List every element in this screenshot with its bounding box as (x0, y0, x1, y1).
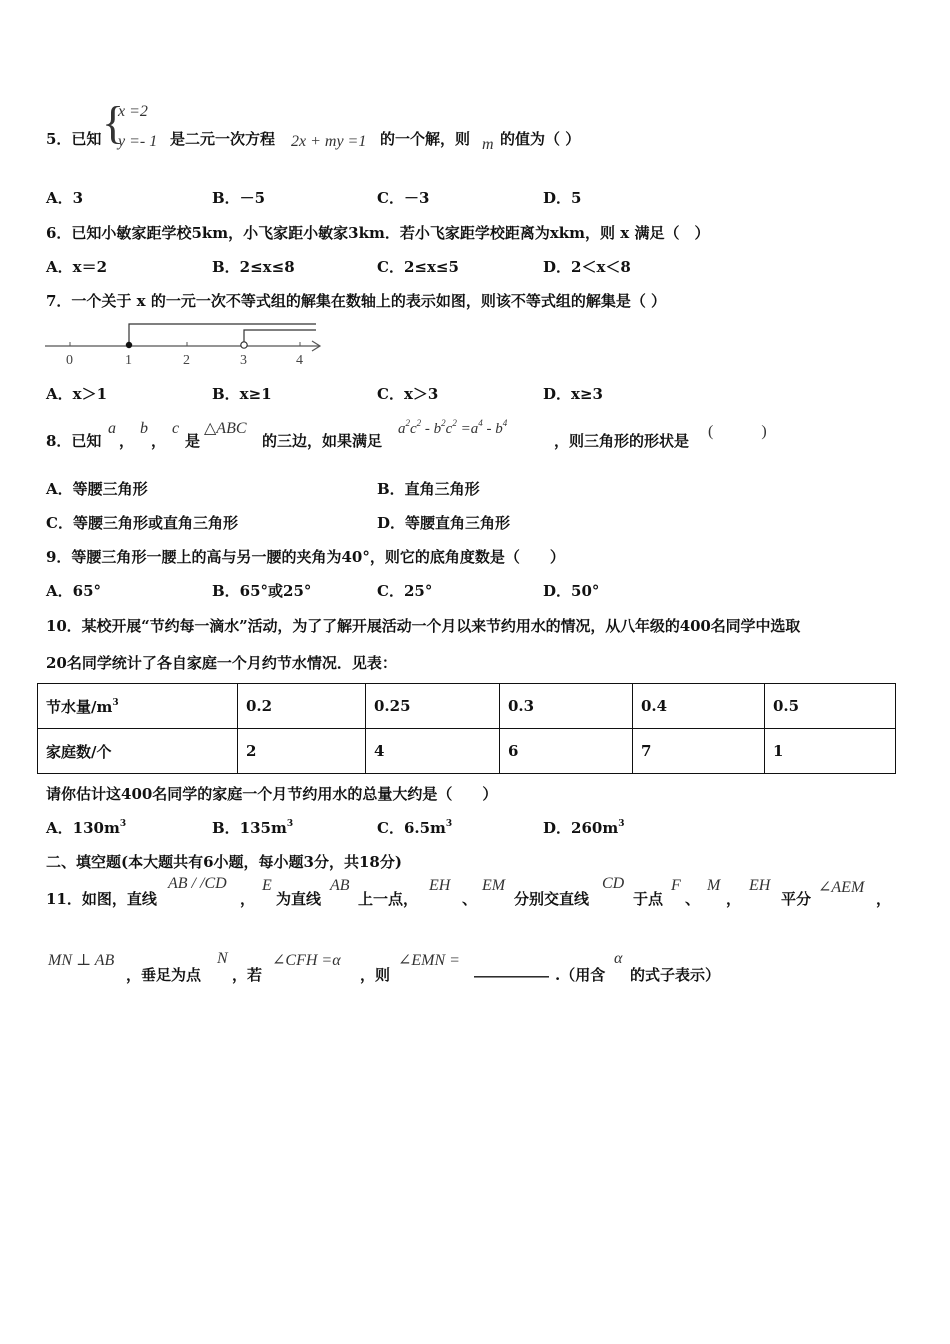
q5-mid2: 的一个解，则 (380, 130, 471, 148)
q8-sep-2: ， (151, 432, 167, 450)
q11-t5: 平分 (781, 890, 812, 908)
q8-option-b[interactable]: B．直角三角形 (377, 480, 480, 498)
q7-option-b[interactable]: B．x≥1 (212, 385, 272, 403)
q8-var-c: c (172, 420, 180, 437)
open-point-3 (241, 342, 247, 348)
q7-option-d[interactable]: D．x≥3 (543, 385, 603, 403)
table-cell: 0.2 (238, 684, 366, 729)
q11-t4: 于点 (633, 890, 664, 908)
number-line-figure (40, 318, 330, 370)
solution-ray-x-ge-1 (129, 324, 316, 345)
q8-option-a[interactable]: A．等腰三角形 (46, 480, 148, 498)
q9-text: 9．等腰三角形一腰上的高与另一腰的夹角为40°，则它的底角度数是（ ） (46, 548, 565, 566)
q11-point-m: M (707, 877, 721, 894)
q11-point-f: F (671, 877, 681, 894)
q7-text: 7．一个关于 x 的一元一次不等式组的解集在数轴上的表示如图，则该不等式组的解集是（ ） (46, 292, 667, 310)
q8-option-c[interactable]: C．等腰三角形或直角三角形 (46, 514, 238, 532)
system-brace: { (102, 97, 125, 148)
table-cell: 0.5 (765, 684, 896, 729)
q8-var-a: a (108, 420, 116, 437)
q11-comma-1: ， (240, 890, 256, 908)
q11-comma-2: ， (726, 890, 742, 908)
q6-option-d[interactable]: D．2＜x＜8 (543, 258, 631, 276)
q11-eh: EH (429, 877, 451, 894)
table-header-cell: 家庭数/个 (38, 729, 238, 774)
q9-option-c[interactable]: C．25° (377, 582, 433, 600)
q9-option-d[interactable]: D．50° (543, 582, 600, 600)
q6-option-c[interactable]: C．2≤x≤5 (377, 258, 459, 276)
q5-option-a[interactable]: A．3 (46, 189, 84, 207)
q11-angle-emn: ∠EMN = (398, 952, 460, 969)
table-cell: 0.4 (633, 684, 765, 729)
q6-option-a[interactable]: A．x＝2 (46, 258, 108, 276)
q11-t6: ，垂足为点 (126, 966, 202, 984)
tick-label-4: 4 (296, 353, 303, 368)
q5-prefix: 5．已知 (46, 130, 102, 148)
q8-sep-1: ， (119, 432, 135, 450)
q5-option-b[interactable]: B．－5 (212, 189, 266, 207)
q11-answer-blank[interactable]: __________ (474, 960, 549, 978)
q11-t7: ，若 (232, 966, 263, 984)
q5-var-m: m (482, 136, 494, 153)
q11-t9: .（用含 (555, 966, 606, 984)
q11-ab-parallel-cd: AB / /CD (168, 875, 227, 892)
q8-option-d[interactable]: D．等腰直角三角形 (377, 514, 511, 532)
q7-option-c[interactable]: C．x＞3 (377, 385, 439, 403)
q5-option-d[interactable]: D．5 (543, 189, 582, 207)
system-line-2: y =- 1 (118, 133, 158, 150)
table-cell: 4 (366, 729, 500, 774)
table-cell: 7 (633, 729, 765, 774)
q8-is: 是 (185, 432, 201, 450)
q11-alpha: α (614, 950, 623, 967)
q8-prefix: 8．已知 (46, 432, 102, 450)
q11-t10: 的式子表示） (630, 966, 721, 984)
q10-question: 请你估计这400名同学的家庭一个月节约用水的总量大约是（ ） (46, 785, 498, 803)
q5-mid: 是二元一次方程 (170, 130, 276, 148)
q5-suffix: 的值为（ ） (500, 130, 581, 148)
q6-text: 6．已知小敏家距学校5km，小飞家距小敏家3km．若小飞家距学校距离为xkm，则 x 满足（ ） (46, 224, 710, 242)
q11-line-cd: CD (602, 875, 625, 892)
q11-point-e: E (262, 877, 272, 894)
q11-t3: 分别交直线 (514, 890, 590, 908)
q8-mid: 的三边，如果满足 (262, 432, 383, 450)
q6-option-b[interactable]: B．2≤x≤8 (212, 258, 295, 276)
q11-t8: ，则 (360, 966, 391, 984)
q7-option-a[interactable]: A．x＞1 (46, 385, 108, 403)
q5-option-c[interactable]: C．－3 (377, 189, 430, 207)
q10-option-b[interactable]: B．$135m^3$ (212, 819, 294, 837)
q8-triangle-abc: △ABC (204, 420, 247, 437)
q11-dun-1: 、 (462, 890, 478, 908)
q10-line-2: 20名同学统计了各自家庭一个月约节水情况．见表： (46, 654, 397, 672)
q11-t2: 上一点， (358, 890, 419, 908)
q8-equation: $a^2c^2 - b^2c^2 =a^4 - b^4$ (398, 418, 508, 437)
q8-var-b: b (140, 420, 148, 437)
q8-paren: ( ) (708, 423, 767, 440)
system-line-1: x =2 (118, 103, 148, 120)
table-header-cell: 节水量$/m^3$ (38, 684, 238, 729)
q11-point-n: N (217, 950, 228, 967)
q11-angle-cfh: ∠CFH =α (272, 952, 341, 969)
tick-label-1: 1 (125, 353, 132, 368)
q11-eh-2: EH (749, 877, 771, 894)
table-cell: 0.25 (366, 684, 500, 729)
q11-prefix: 11．如图，直线 (46, 890, 157, 908)
q11-dun-2: 、 (685, 890, 701, 908)
q5-equation: 2x + my =1 (291, 133, 367, 150)
q10-option-d[interactable]: D．$260m^3$ (543, 819, 625, 837)
section-2-title: 二、填空题(本大题共有6小题，每小题3分，共18分) (46, 853, 402, 871)
solution-ray-x-gt-3 (244, 330, 316, 344)
table-row (38, 729, 896, 774)
table-cell: 2 (238, 729, 366, 774)
q8-suffix: ，则三角形的形状是 (554, 432, 690, 450)
tick-label-3: 3 (240, 353, 247, 368)
water-saving-table (37, 683, 896, 774)
table-cell: 1 (765, 729, 896, 774)
q11-em: EM (482, 877, 506, 894)
solid-point-1 (126, 342, 132, 348)
table-cell: 0.3 (500, 684, 633, 729)
tick-label-2: 2 (183, 353, 190, 368)
q11-line-ab: AB (330, 877, 350, 894)
table-cell: 6 (500, 729, 633, 774)
table-row (38, 684, 896, 729)
q10-option-a[interactable]: A．$130m^3$ (46, 819, 127, 837)
q11-comma-3: ， (876, 890, 892, 908)
q11-mn-perp-ab: MN ⊥ AB (48, 952, 115, 969)
q10-line-1: 10．某校开展“节约每一滴水”活动，为了了解开展活动一个月以来节约用水的情况，从八年级的400名同学中选取 (46, 617, 801, 635)
q11-angle-aem: ∠AEM (818, 879, 865, 896)
q9-option-b[interactable]: B．65°或25° (212, 582, 312, 600)
q10-option-c[interactable]: C．$6.5m^3$ (377, 819, 453, 837)
q9-option-a[interactable]: A．65° (46, 582, 102, 600)
tick-label-0: 0 (66, 353, 73, 368)
q11-t1: 为直线 (276, 890, 322, 908)
